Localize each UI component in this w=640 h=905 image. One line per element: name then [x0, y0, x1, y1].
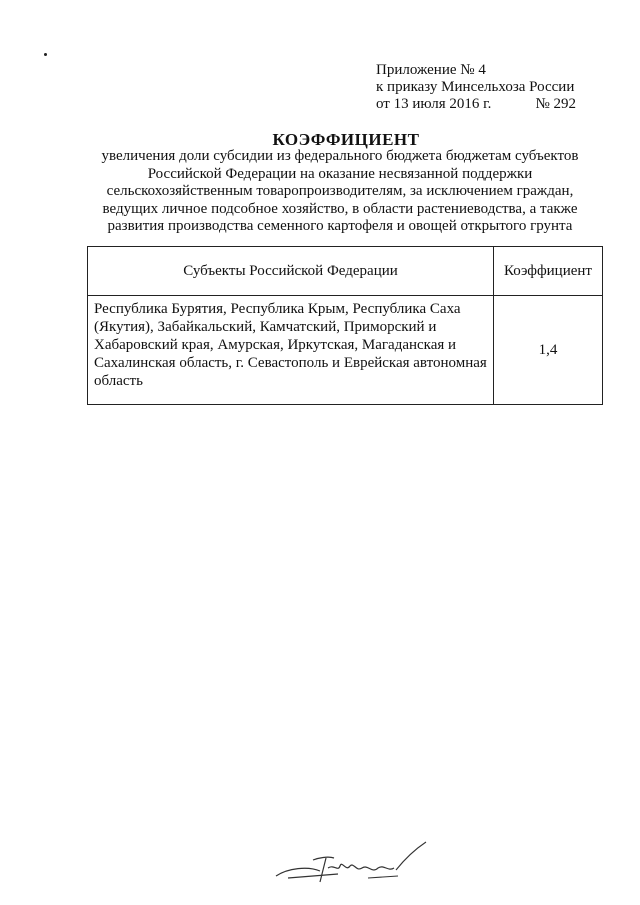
subtitle-line: развития производства семенного картофеля и овощей открытого грунта [107, 218, 573, 234]
subtitle-line: сельскохозяйственным товаропроизводителям, за исключением граждан, [106, 183, 574, 199]
coefficient-table [87, 246, 603, 405]
document-subtitle [90, 148, 590, 236]
annex-label: Приложение № 4 [376, 62, 486, 78]
cell-coefficient: 1,4 [494, 296, 603, 405]
subtitle-line: увеличения доли субсидии из федерального бюджета бюджетам субъектов [101, 148, 579, 164]
column-header-subjects: Субъекты Российской Федерации [88, 247, 494, 296]
annex-block [376, 62, 606, 113]
annex-order-ref: к приказу Минсельхоза России [376, 79, 575, 95]
scan-speck [44, 53, 47, 56]
signature-image [268, 838, 438, 888]
table-header-row [88, 247, 603, 296]
column-header-coefficient: Коэффициент [494, 247, 603, 296]
annex-number: № 292 [535, 96, 576, 112]
cell-subjects: Республика Бурятия, Республика Крым, Республика Саха (Якутия), Забайкальский, Камчатский, Приморский и Хабаровский края, Амурская, Иркутская, Магаданская и Сахалинская область, г. Севастополь и Еврейская автономная область [88, 296, 494, 405]
document-title: КОЭФФИЦИЕНТ [272, 130, 420, 149]
table-row [88, 296, 603, 405]
annex-date: от 13 июля 2016 г. [376, 96, 492, 112]
annex-date-row [376, 96, 576, 113]
subtitle-line: ведущих личное подсобное хозяйство, в области растениеводства, а также [102, 200, 578, 217]
subtitle-line: Российской Федерации на оказание несвязанной поддержки [147, 165, 533, 182]
